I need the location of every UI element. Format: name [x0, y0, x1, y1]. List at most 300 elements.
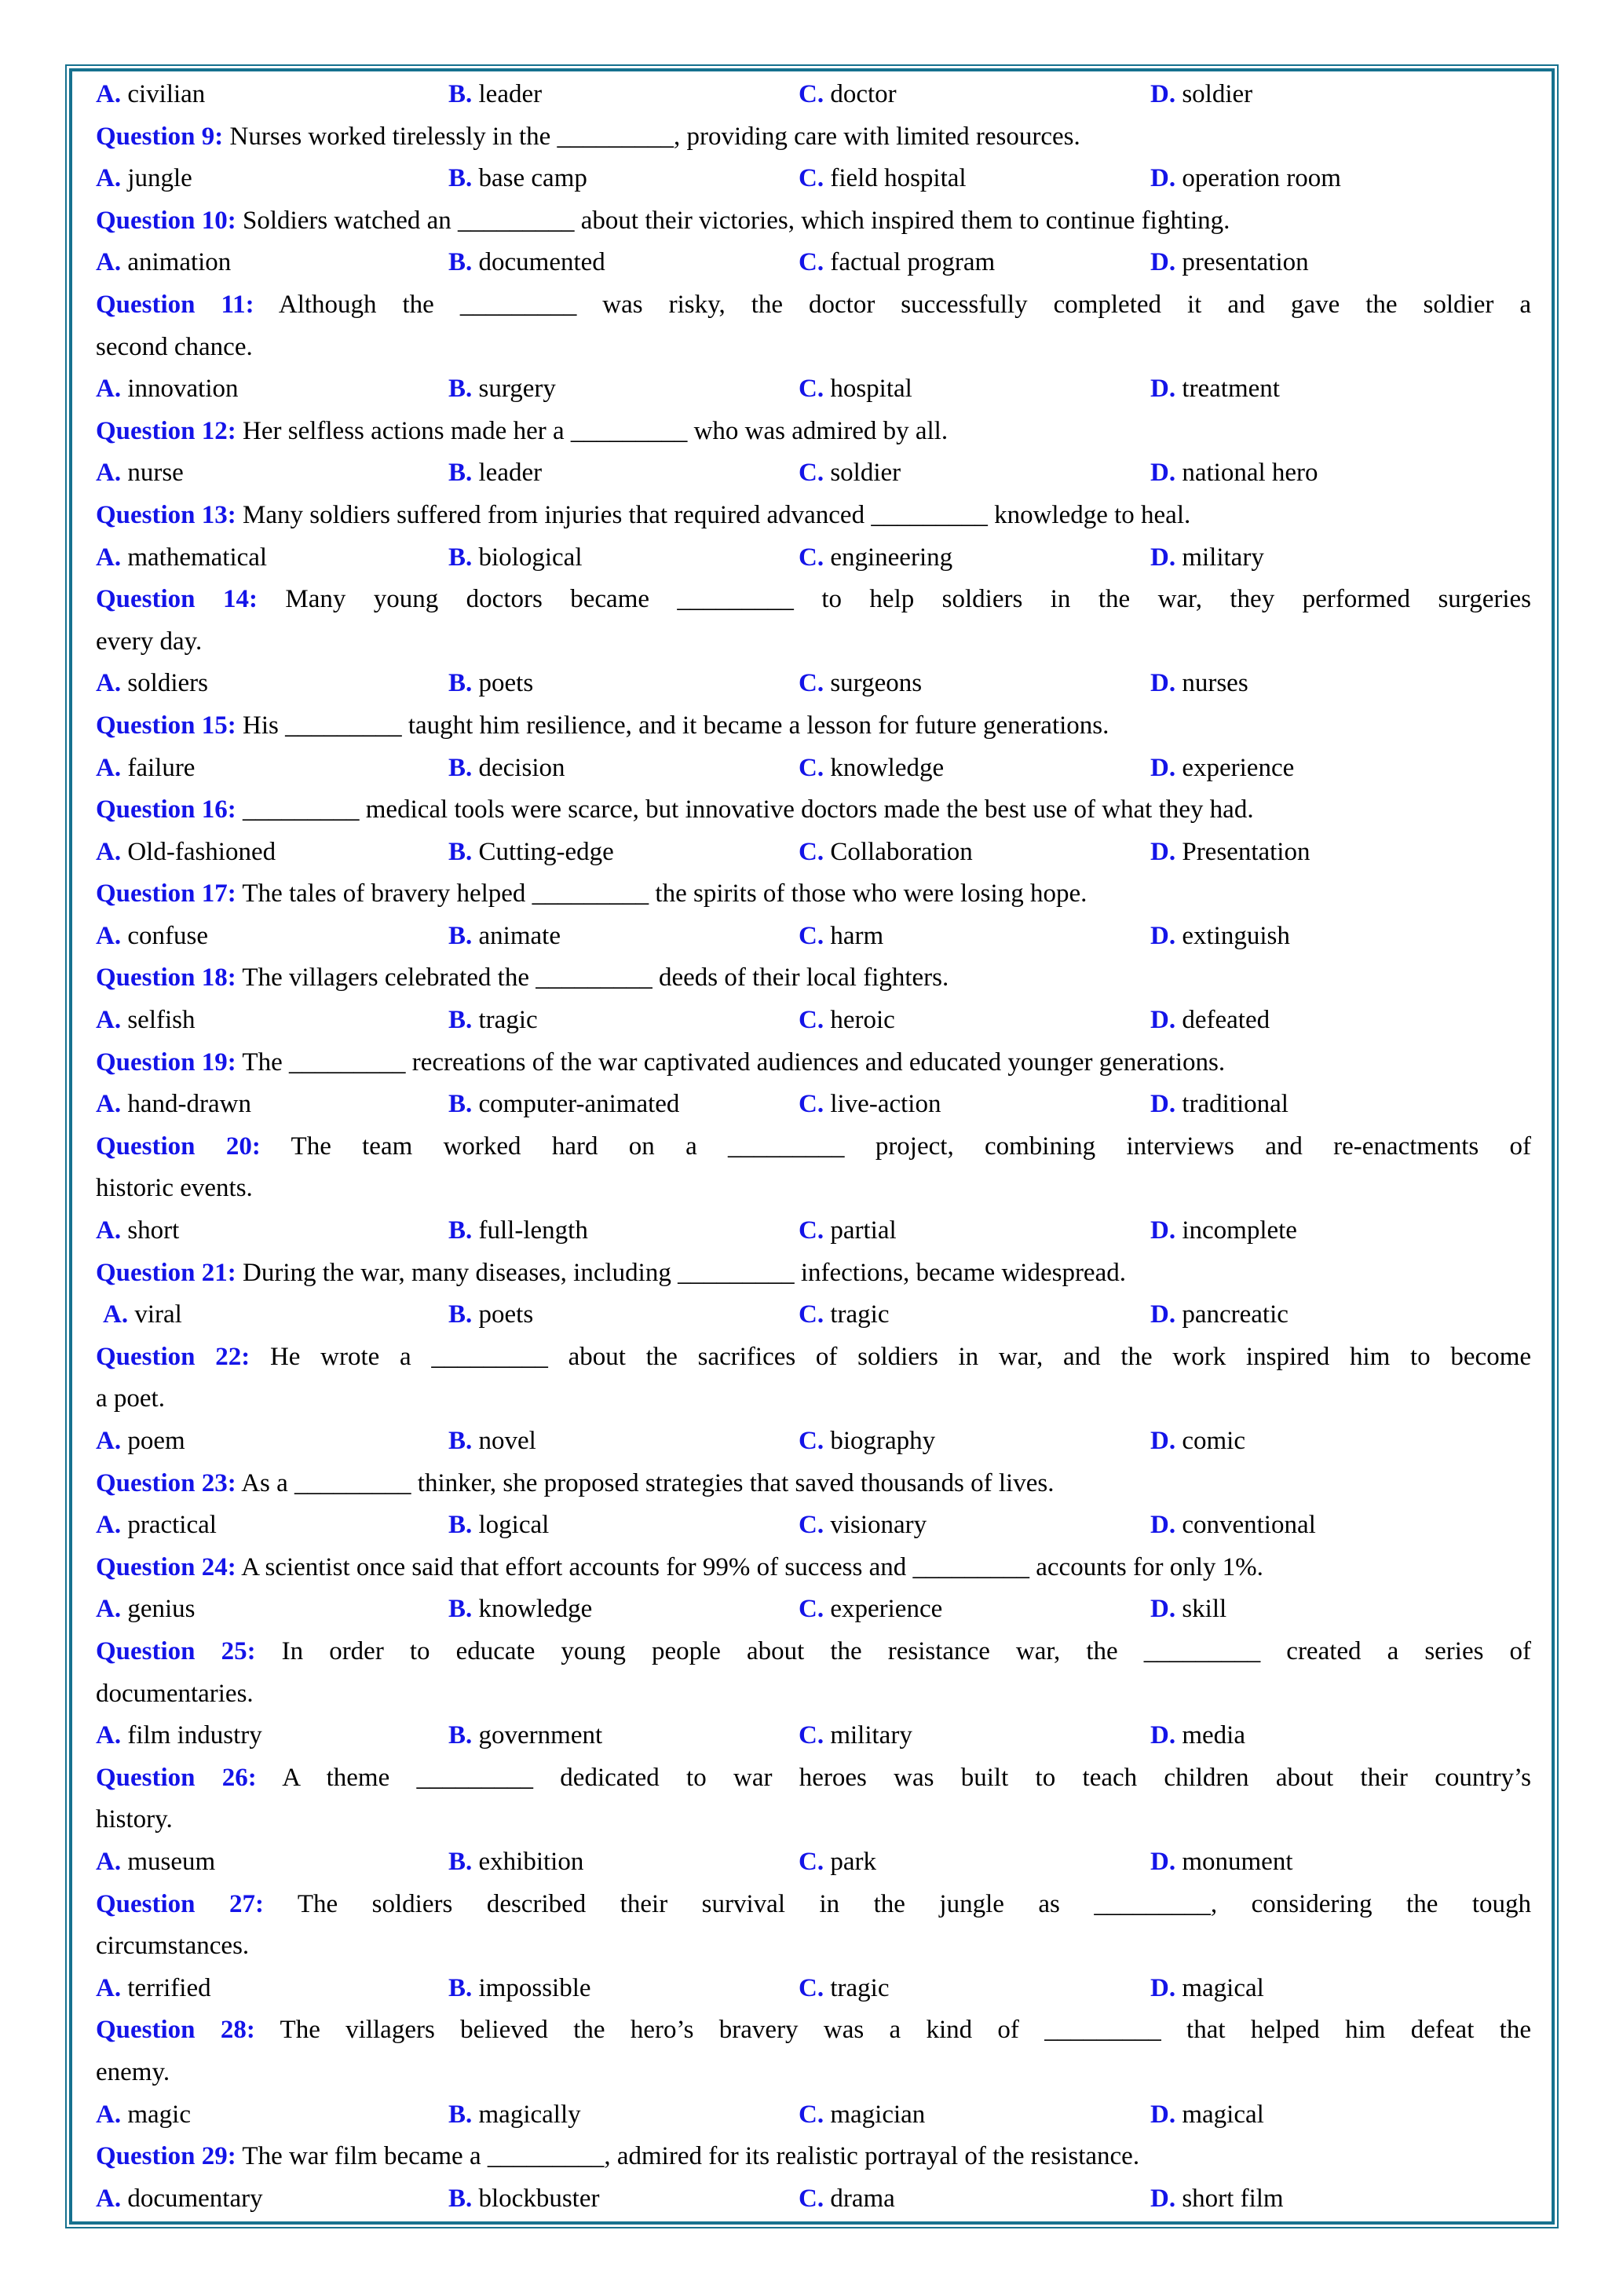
option-text: computer-animated: [478, 1090, 680, 1119]
option: [799, 537, 1150, 579]
question-label: Question 26:: [96, 1763, 257, 1792]
question-continuation: historic events.: [96, 1174, 253, 1203]
option-letter: B.: [448, 1427, 473, 1455]
option-letter: C.: [799, 1511, 824, 1540]
option: [448, 1715, 799, 1757]
option-letter: B.: [448, 164, 473, 193]
option-text: decision: [478, 753, 565, 782]
option: [448, 368, 799, 411]
option: [96, 663, 448, 705]
question-label: Question 11:: [96, 290, 254, 319]
question-text: The soldiers described their survival in the jungle as _________, considering the tough: [297, 1889, 1531, 1918]
question-block: [96, 1336, 1531, 1463]
option: [96, 158, 448, 200]
option-letter: B.: [448, 1721, 473, 1750]
option: [448, 1968, 799, 2010]
question-label: Question 16:: [96, 795, 236, 824]
option-letter: B.: [448, 753, 473, 782]
option-letter: D.: [1150, 80, 1176, 108]
option-letter: D.: [1150, 1006, 1176, 1035]
option: [96, 1968, 448, 2010]
question-label: Question 24:: [96, 1552, 236, 1581]
question-label: Question 25:: [96, 1636, 256, 1665]
option-letter: B.: [448, 375, 473, 404]
option: [96, 2178, 448, 2221]
option-letter: D.: [1150, 543, 1176, 572]
question-continuation: enemy.: [96, 2057, 170, 2086]
option: [1150, 1841, 1531, 1884]
option: [799, 1589, 1150, 1631]
question-text: A scientist once said that effort accounts for 99% of success and _________ accounts for only 1%.: [241, 1552, 1263, 1581]
option: [1150, 1504, 1531, 1547]
option-letter: B.: [448, 669, 473, 698]
option-text: experience: [830, 1595, 943, 1624]
option: [96, 2094, 448, 2137]
option: [1150, 1589, 1531, 1631]
option-text: civilian: [127, 80, 206, 108]
option-text: exhibition: [478, 1847, 584, 1876]
option: [799, 1968, 1150, 2010]
option-text: knowledge: [830, 753, 945, 782]
option-text: doctor: [830, 80, 897, 108]
option-text: full-length: [478, 1216, 588, 1245]
option-letter: D.: [1150, 248, 1176, 277]
question-line: [96, 579, 1531, 621]
question-block: [96, 1631, 1531, 1757]
option-letter: A.: [96, 543, 122, 572]
question-label: Question 14:: [96, 585, 258, 614]
options-row: [96, 1420, 1531, 1463]
option-text: documented: [478, 248, 605, 277]
option-text: field hospital: [830, 164, 967, 193]
question-text: Nurses worked tirelessly in the _________, providing care with limited resources.: [229, 122, 1080, 151]
option-letter: D.: [1150, 1300, 1176, 1329]
option: [1150, 1294, 1531, 1336]
option: [799, 1715, 1150, 1757]
option-letter: D.: [1150, 1595, 1176, 1624]
option-letter: A.: [96, 459, 122, 488]
question-text: Her selfless actions made her a _________ who was admired by all.: [243, 416, 949, 445]
options-row: [96, 832, 1531, 874]
option-text: failure: [127, 753, 196, 782]
option-text: selfish: [127, 1006, 196, 1035]
option: [96, 1294, 448, 1336]
option: [96, 1420, 448, 1463]
option-letter: D.: [1150, 1427, 1176, 1455]
option: [448, 748, 799, 790]
option-letter: A.: [96, 1847, 122, 1876]
question-text: Although the _________ was risky, the doctor successfully completed it and gave the soldier a: [278, 290, 1531, 319]
question-line: [96, 2009, 1531, 2052]
option-letter: A.: [96, 1006, 122, 1035]
question-block: [96, 1547, 1531, 1631]
option-text: traditional: [1182, 1090, 1289, 1119]
question-continuation: history.: [96, 1805, 173, 1834]
option-letter: C.: [799, 1721, 824, 1750]
question-line: [96, 1042, 1531, 1084]
option-text: blockbuster: [478, 2184, 600, 2213]
option: [1150, 1968, 1531, 2010]
options-row: [96, 916, 1531, 958]
option-letter: C.: [799, 2184, 824, 2213]
option-letter: C.: [799, 753, 824, 782]
option-letter: C.: [799, 1216, 824, 1245]
option-letter: A.: [96, 164, 122, 193]
option-text: knowledge: [478, 1595, 593, 1624]
question-label: Question 29:: [96, 2142, 236, 2171]
option: [448, 74, 799, 116]
options-row: [96, 663, 1531, 705]
option: [1150, 537, 1531, 579]
question-line: [96, 2136, 1531, 2178]
option-text: animate: [478, 921, 561, 950]
option-letter: D.: [1150, 921, 1176, 950]
question-line: [96, 957, 1531, 1000]
option-letter: D.: [1150, 459, 1176, 488]
options-row: [96, 1294, 1531, 1336]
option-text: engineering: [830, 543, 953, 572]
option: [96, 74, 448, 116]
options-row: [96, 1589, 1531, 1631]
option: [799, 663, 1150, 705]
question-label: Question 20:: [96, 1132, 261, 1161]
option-letter: A.: [96, 921, 122, 950]
option-text: surgery: [478, 375, 556, 404]
question-text: The tales of bravery helped _________ the spirits of those who were losing hope.: [242, 879, 1087, 909]
option-text: factual program: [830, 248, 996, 277]
option: [448, 2094, 799, 2137]
option-letter: D.: [1150, 1973, 1176, 2002]
question-line: [96, 495, 1531, 537]
option-letter: B.: [448, 1511, 473, 1540]
option: [448, 1000, 799, 1042]
option: [799, 2094, 1150, 2137]
option-text: tragic: [830, 1300, 890, 1329]
option-letter: C.: [799, 248, 824, 277]
options-row: [96, 452, 1531, 495]
option: [1150, 916, 1531, 958]
option-text: heroic: [830, 1006, 895, 1035]
option-text: impossible: [478, 1973, 591, 2002]
option: [96, 452, 448, 495]
option-text: operation room: [1182, 164, 1341, 193]
option: [799, 368, 1150, 411]
option: [96, 1841, 448, 1884]
option: [96, 1000, 448, 1042]
question-line: [96, 1463, 1531, 1505]
options-row: [96, 1968, 1531, 2010]
option: [799, 242, 1150, 284]
option-letter: D.: [1150, 1721, 1176, 1750]
option-letter: C.: [799, 1595, 824, 1624]
option-text: tragic: [830, 1973, 890, 2002]
option-text: live-action: [830, 1090, 941, 1119]
option: [448, 663, 799, 705]
question-text: As a _________ thinker, she proposed strategies that saved thousands of lives.: [241, 1468, 1055, 1497]
option-letter: A.: [96, 80, 122, 108]
options-row: [96, 1084, 1531, 1126]
options-row: [96, 74, 1531, 116]
option: [448, 1294, 799, 1336]
question-line: [96, 116, 1531, 159]
option-text: poets: [478, 1300, 534, 1329]
question-block: [96, 2009, 1531, 2136]
option-letter: C.: [799, 543, 824, 572]
option-letter: B.: [448, 1216, 473, 1245]
option: [96, 242, 448, 284]
option-text: magical: [1182, 2100, 1264, 2129]
question-label: Question 13:: [96, 500, 236, 529]
option-text: poem: [127, 1427, 185, 1455]
option-letter: C.: [799, 1427, 824, 1455]
option-text: Cutting-edge: [478, 837, 614, 866]
question-line: [96, 1126, 1531, 1168]
question-block: [96, 284, 1531, 411]
option: [96, 1084, 448, 1126]
option: [448, 537, 799, 579]
option-text: hand-drawn: [127, 1090, 251, 1119]
option: [96, 368, 448, 411]
option-text: Collaboration: [830, 837, 973, 866]
option-letter: D.: [1150, 1847, 1176, 1876]
question-block: [96, 116, 1531, 200]
option: [448, 916, 799, 958]
option: [1150, 2094, 1531, 2137]
option-letter: D.: [1150, 1090, 1176, 1119]
question-line: [96, 705, 1531, 748]
question-label: Question 17:: [96, 879, 236, 909]
option-text: skill: [1182, 1595, 1227, 1624]
option-letter: C.: [799, 1090, 824, 1119]
question-block: [96, 200, 1531, 284]
option: [799, 1084, 1150, 1126]
question-line: [96, 411, 1531, 453]
question-block: [96, 873, 1531, 957]
option-text: novel: [478, 1427, 536, 1455]
option-text: biological: [478, 543, 583, 572]
option: [799, 158, 1150, 200]
option: [799, 2178, 1150, 2221]
option-letter: B.: [448, 543, 473, 572]
option-letter: D.: [1150, 837, 1176, 866]
option-text: jungle: [127, 164, 192, 193]
question-line: [96, 873, 1531, 916]
option-letter: A.: [96, 1511, 122, 1540]
option-text: Presentation: [1182, 837, 1310, 866]
options-row: [96, 368, 1531, 411]
option: [1150, 158, 1531, 200]
option-text: short: [127, 1216, 180, 1245]
option: [799, 832, 1150, 874]
question-text: The war film became a _________, admired for its realistic portrayal of the resistance.: [242, 2142, 1140, 2171]
option-letter: B.: [448, 2100, 473, 2129]
option: [1150, 1420, 1531, 1463]
question-text: The team worked hard on a _________ project, combining interviews and re-enactments of: [291, 1132, 1532, 1161]
option: [799, 1841, 1150, 1884]
option-text: practical: [127, 1511, 217, 1540]
option-letter: A.: [96, 1721, 122, 1750]
option-letter: B.: [448, 1595, 473, 1624]
option-text: terrified: [127, 1973, 211, 2002]
option-letter: A.: [96, 375, 122, 404]
option-letter: B.: [448, 1973, 473, 2002]
option-text: military: [830, 1721, 912, 1750]
option-text: soldier: [1182, 80, 1253, 108]
option-letter: B.: [448, 1300, 473, 1329]
option-text: national hero: [1182, 459, 1318, 488]
question-line: [96, 200, 1531, 243]
option-letter: D.: [1150, 2184, 1176, 2213]
option-text: short film: [1182, 2184, 1284, 2213]
question-text: Soldiers watched an _________ about their victories, which inspired them to continue fighting.: [243, 206, 1230, 235]
option-text: military: [1182, 543, 1264, 572]
option-letter: B.: [448, 2184, 473, 2213]
option-letter: A.: [96, 753, 122, 782]
option-letter: C.: [799, 837, 824, 866]
option-text: soldiers: [127, 669, 209, 698]
option-letter: B.: [448, 837, 473, 866]
question-label: Question 21:: [96, 1258, 236, 1287]
option: [1150, 1715, 1531, 1757]
question-line: [96, 1252, 1531, 1295]
question-line: [96, 284, 1531, 327]
question-label: Question 12:: [96, 416, 236, 445]
option: [448, 1420, 799, 1463]
option: [448, 2178, 799, 2221]
option-text: hospital: [830, 375, 912, 404]
question-text: Many soldiers suffered from injuries that required advanced _________ knowledge to heal.: [243, 500, 1191, 529]
option-letter: D.: [1150, 2100, 1176, 2129]
question-text: _________ medical tools were scarce, but innovative doctors made the best use of what they had.: [243, 795, 1254, 824]
question-block: [96, 1463, 1531, 1547]
option: [448, 1504, 799, 1547]
option: [1150, 832, 1531, 874]
option: [96, 1715, 448, 1757]
option-text: surgeons: [830, 669, 923, 698]
option: [448, 158, 799, 200]
option-letter: B.: [448, 80, 473, 108]
question-line: [96, 789, 1531, 832]
question-block: [96, 1757, 1531, 1884]
option-text: leader: [478, 80, 543, 108]
option-text: poets: [478, 669, 534, 698]
question-continuation: second chance.: [96, 332, 253, 361]
option-text: partial: [830, 1216, 897, 1245]
option-text: conventional: [1182, 1511, 1316, 1540]
option-letter: B.: [448, 921, 473, 950]
question-line: [96, 1757, 1531, 1800]
option-text: incomplete: [1182, 1216, 1297, 1245]
option-letter: D.: [1150, 164, 1176, 193]
question-continuation: every day.: [96, 627, 203, 656]
option-text: government: [478, 1721, 603, 1750]
question-label: Question 23:: [96, 1468, 236, 1497]
option-text: animation: [127, 248, 232, 277]
option-letter: B.: [448, 248, 473, 277]
option-text: harm: [830, 921, 884, 950]
option-text: treatment: [1182, 375, 1280, 404]
options-row: [96, 2094, 1531, 2137]
option-letter: C.: [799, 1300, 824, 1329]
option-text: park: [830, 1847, 876, 1876]
question-label: Question 27:: [96, 1889, 264, 1918]
option-text: pancreatic: [1182, 1300, 1289, 1329]
option-text: drama: [830, 2184, 895, 2213]
option-text: experience: [1182, 753, 1295, 782]
option-text: media: [1182, 1721, 1245, 1750]
option: [96, 748, 448, 790]
question-continuation: documentaries.: [96, 1679, 254, 1708]
question-text: The _________ recreations of the war captivated audiences and educated younger generations.: [242, 1047, 1226, 1077]
option-text: magical: [1182, 1973, 1264, 2002]
question-line: [96, 1631, 1531, 1673]
option: [799, 1210, 1150, 1252]
exam-content: [72, 71, 1552, 2220]
option-letter: C.: [799, 669, 824, 698]
question-block: [96, 579, 1531, 705]
option-letter: B.: [448, 1006, 473, 1035]
option-text: soldier: [830, 459, 901, 488]
option-text: nurse: [127, 459, 184, 488]
option-letter: A.: [96, 2100, 122, 2129]
option: [799, 748, 1150, 790]
option-text: magician: [830, 2100, 926, 2129]
option: [96, 832, 448, 874]
question-line: [96, 1336, 1531, 1379]
option-text: documentary: [127, 2184, 263, 2213]
option-letter: C.: [799, 1847, 824, 1876]
option-letter: A.: [96, 1595, 122, 1624]
option: [1150, 1000, 1531, 1042]
option-text: leader: [478, 459, 543, 488]
options-row: [96, 242, 1531, 284]
option-text: innovation: [127, 375, 239, 404]
option: [799, 1420, 1150, 1463]
option-letter: B.: [448, 459, 473, 488]
option-text: viral: [134, 1300, 182, 1329]
option: [448, 1589, 799, 1631]
option-text: confuse: [127, 921, 208, 950]
option-letter: B.: [448, 1847, 473, 1876]
question-text: The villagers celebrated the _________ deeds of their local fighters.: [242, 963, 949, 993]
option-letter: D.: [1150, 1511, 1176, 1540]
option: [448, 452, 799, 495]
option-text: magically: [478, 2100, 581, 2129]
option-text: genius: [127, 1595, 196, 1624]
option: [1150, 452, 1531, 495]
option-text: monument: [1182, 1847, 1293, 1876]
option-letter: A.: [96, 1427, 122, 1455]
option-letter: A.: [96, 1090, 122, 1119]
option-letter: C.: [799, 459, 824, 488]
option: [448, 832, 799, 874]
option: [96, 1504, 448, 1547]
question-label: Question 22:: [96, 1342, 250, 1371]
option-letter: C.: [799, 375, 824, 404]
option-text: extinguish: [1182, 921, 1290, 950]
options-row: [96, 1841, 1531, 1884]
option-letter: A.: [103, 1300, 129, 1329]
option-text: biography: [830, 1427, 936, 1455]
option-letter: D.: [1150, 375, 1176, 404]
option: [1150, 74, 1531, 116]
option: [448, 242, 799, 284]
option: [1150, 368, 1531, 411]
option: [96, 537, 448, 579]
option-text: base camp: [478, 164, 587, 193]
question-block: [96, 1042, 1531, 1126]
question-block: [96, 495, 1531, 579]
